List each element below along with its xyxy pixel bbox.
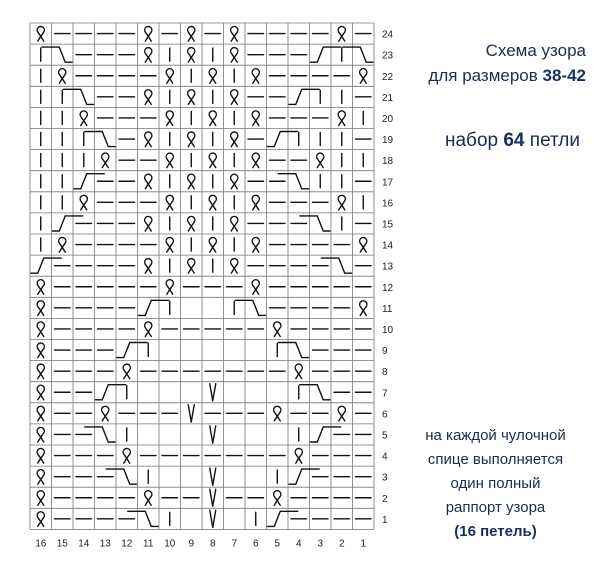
row-label: 14	[382, 240, 394, 252]
twisted-knit-mark	[37, 406, 44, 421]
twisted-knit-mark	[338, 195, 345, 210]
row-label: 13	[382, 261, 394, 273]
twisted-knit-mark	[37, 364, 44, 379]
twisted-knit-mark	[102, 406, 109, 421]
twisted-knit-mark	[145, 90, 152, 105]
decrease-mark	[210, 468, 213, 485]
twisted-knit-mark	[360, 238, 367, 253]
twisted-knit-mark	[188, 90, 195, 105]
row-label: 9	[382, 346, 388, 358]
twisted-knit-mark	[145, 132, 152, 147]
twisted-knit-mark	[37, 449, 44, 464]
twisted-knit-mark	[166, 195, 173, 210]
row-label: 5	[382, 430, 388, 442]
decrease-mark	[213, 489, 216, 506]
right-cross-mark	[117, 343, 147, 358]
cast-on-text	[445, 130, 580, 152]
row-label: 4	[382, 451, 388, 463]
twisted-knit-mark	[166, 153, 173, 168]
twisted-knit-mark	[37, 322, 44, 337]
right-cross-mark	[96, 385, 126, 400]
twisted-knit-mark	[145, 27, 152, 42]
twisted-knit-mark	[338, 27, 345, 42]
column-label: 15	[56, 538, 68, 550]
column-label: 3	[317, 538, 324, 550]
column-label: 10	[164, 538, 176, 550]
twisted-knit-mark	[231, 27, 238, 42]
cast-on-prefix: набор	[445, 130, 504, 151]
twisted-knit-mark	[80, 111, 87, 126]
twisted-knit-mark	[80, 195, 87, 210]
column-label: 11	[143, 538, 154, 550]
twisted-knit-mark	[123, 449, 130, 464]
twisted-knit-mark	[274, 406, 281, 421]
twisted-knit-mark	[188, 174, 195, 189]
column-label: 13	[99, 538, 111, 550]
decrease-mark	[210, 489, 213, 506]
twisted-knit-mark	[231, 90, 238, 105]
cast-on-suffix: петли	[524, 130, 580, 151]
twisted-knit-mark	[188, 216, 195, 231]
twisted-knit-mark	[145, 322, 152, 337]
twisted-knit-mark	[37, 27, 44, 42]
decrease-mark	[213, 468, 216, 485]
row-label: 7	[382, 388, 388, 400]
twisted-knit-mark	[295, 449, 302, 464]
column-label: 12	[121, 538, 133, 550]
row-label: 17	[382, 177, 394, 189]
row-label: 22	[382, 71, 394, 83]
row-label: 16	[382, 198, 394, 210]
title-line-2-prefix: для размеров	[428, 66, 543, 85]
row-label: 21	[382, 92, 394, 104]
twisted-knit-mark	[209, 69, 216, 84]
twisted-knit-mark	[145, 48, 152, 63]
twisted-knit-mark	[188, 132, 195, 147]
twisted-knit-mark	[166, 69, 173, 84]
row-label: 18	[382, 156, 394, 168]
twisted-knit-mark	[360, 301, 367, 316]
row-label: 1	[382, 514, 388, 526]
twisted-knit-mark	[209, 153, 216, 168]
note-line-1: на каждой чулочной	[425, 427, 566, 444]
twisted-knit-mark	[209, 195, 216, 210]
twisted-knit-mark	[295, 364, 302, 379]
note-line-4: раппорт узора	[445, 499, 546, 516]
left-cross-mark	[42, 47, 72, 62]
twisted-knit-mark	[123, 364, 130, 379]
twisted-knit-mark	[166, 111, 173, 126]
decrease-mark	[210, 510, 213, 527]
twisted-knit-mark	[209, 238, 216, 253]
twisted-knit-mark	[37, 280, 44, 295]
twisted-knit-mark	[145, 491, 152, 506]
row-label: 19	[382, 135, 394, 147]
decrease-mark	[210, 426, 213, 443]
twisted-knit-mark	[37, 491, 44, 506]
twisted-knit-mark	[188, 48, 195, 63]
twisted-knit-mark	[37, 427, 44, 442]
row-label: 10	[382, 324, 394, 336]
chart-title	[428, 38, 586, 88]
column-label: 1	[360, 538, 367, 550]
twisted-knit-mark	[145, 259, 152, 274]
twisted-knit-mark	[231, 216, 238, 231]
twisted-knit-mark	[252, 195, 259, 210]
title-sizes: 38-42	[542, 66, 586, 85]
left-cross-mark	[235, 300, 265, 315]
twisted-knit-mark	[274, 491, 281, 506]
twisted-knit-mark	[166, 280, 173, 295]
twisted-knit-mark	[145, 174, 152, 189]
twisted-knit-mark	[252, 111, 259, 126]
column-label: 6	[252, 538, 259, 550]
note-line-2: спице выполняется	[427, 451, 564, 468]
row-label: 12	[382, 282, 394, 294]
twisted-knit-mark	[231, 132, 238, 147]
column-label: 7	[231, 538, 238, 550]
twisted-knit-mark	[59, 69, 66, 84]
note-line-3: один полный	[450, 475, 541, 492]
row-label: 6	[382, 409, 388, 421]
row-label: 11	[382, 303, 393, 315]
row-label: 3	[382, 472, 388, 484]
column-label: 2	[338, 538, 345, 550]
right-cross-mark	[311, 47, 341, 62]
twisted-knit-mark	[338, 111, 345, 126]
row-label: 23	[382, 50, 394, 62]
twisted-knit-mark	[37, 470, 44, 485]
twisted-knit-mark	[231, 174, 238, 189]
twisted-knit-mark	[37, 301, 44, 316]
title-line-1: Схема узора	[485, 41, 586, 60]
column-label: 9	[188, 538, 195, 550]
column-label: 4	[295, 538, 302, 550]
left-cross-mark	[85, 132, 115, 147]
column-label: 16	[35, 538, 47, 550]
row-label: 2	[382, 493, 388, 505]
decrease-mark	[210, 384, 213, 401]
twisted-knit-mark	[209, 111, 216, 126]
row-label: 24	[382, 29, 394, 41]
twisted-knit-mark	[37, 385, 44, 400]
decrease-mark	[213, 510, 216, 527]
twisted-knit-mark	[317, 153, 324, 168]
left-cross-mark	[63, 89, 93, 104]
repeat-note	[403, 424, 588, 544]
twisted-knit-mark	[360, 69, 367, 84]
decrease-mark	[213, 384, 216, 401]
twisted-knit-mark	[252, 153, 259, 168]
decrease-mark	[213, 426, 216, 443]
twisted-knit-mark	[37, 343, 44, 358]
twisted-knit-mark	[145, 216, 152, 231]
right-cross-mark	[268, 132, 298, 147]
row-label: 15	[382, 219, 394, 231]
twisted-knit-mark	[274, 322, 281, 337]
twisted-knit-mark	[188, 259, 195, 274]
note-line-5: (16 петель)	[454, 523, 537, 540]
twisted-knit-mark	[37, 512, 44, 527]
left-cross-mark	[343, 47, 373, 62]
twisted-knit-mark	[252, 238, 259, 253]
right-cross-mark	[139, 300, 169, 315]
twisted-knit-mark	[102, 153, 109, 168]
twisted-knit-mark	[188, 27, 195, 42]
twisted-knit-mark	[252, 280, 259, 295]
row-label: 8	[382, 367, 388, 379]
twisted-knit-mark	[231, 48, 238, 63]
column-label: 14	[78, 538, 90, 550]
column-label: 8	[209, 538, 216, 550]
decrease-mark	[191, 405, 194, 422]
column-label: 5	[274, 538, 281, 550]
twisted-knit-mark	[231, 259, 238, 274]
twisted-knit-mark	[252, 69, 259, 84]
cast-on-count: 64	[503, 130, 525, 151]
title-line-2	[428, 63, 586, 88]
twisted-knit-mark	[59, 238, 66, 253]
left-cross-mark	[300, 385, 330, 400]
right-cross-mark	[289, 89, 319, 104]
row-label: 20	[382, 113, 394, 125]
left-cross-mark	[278, 343, 308, 358]
twisted-knit-mark	[338, 406, 345, 421]
decrease-mark	[188, 405, 191, 422]
twisted-knit-mark	[166, 238, 173, 253]
